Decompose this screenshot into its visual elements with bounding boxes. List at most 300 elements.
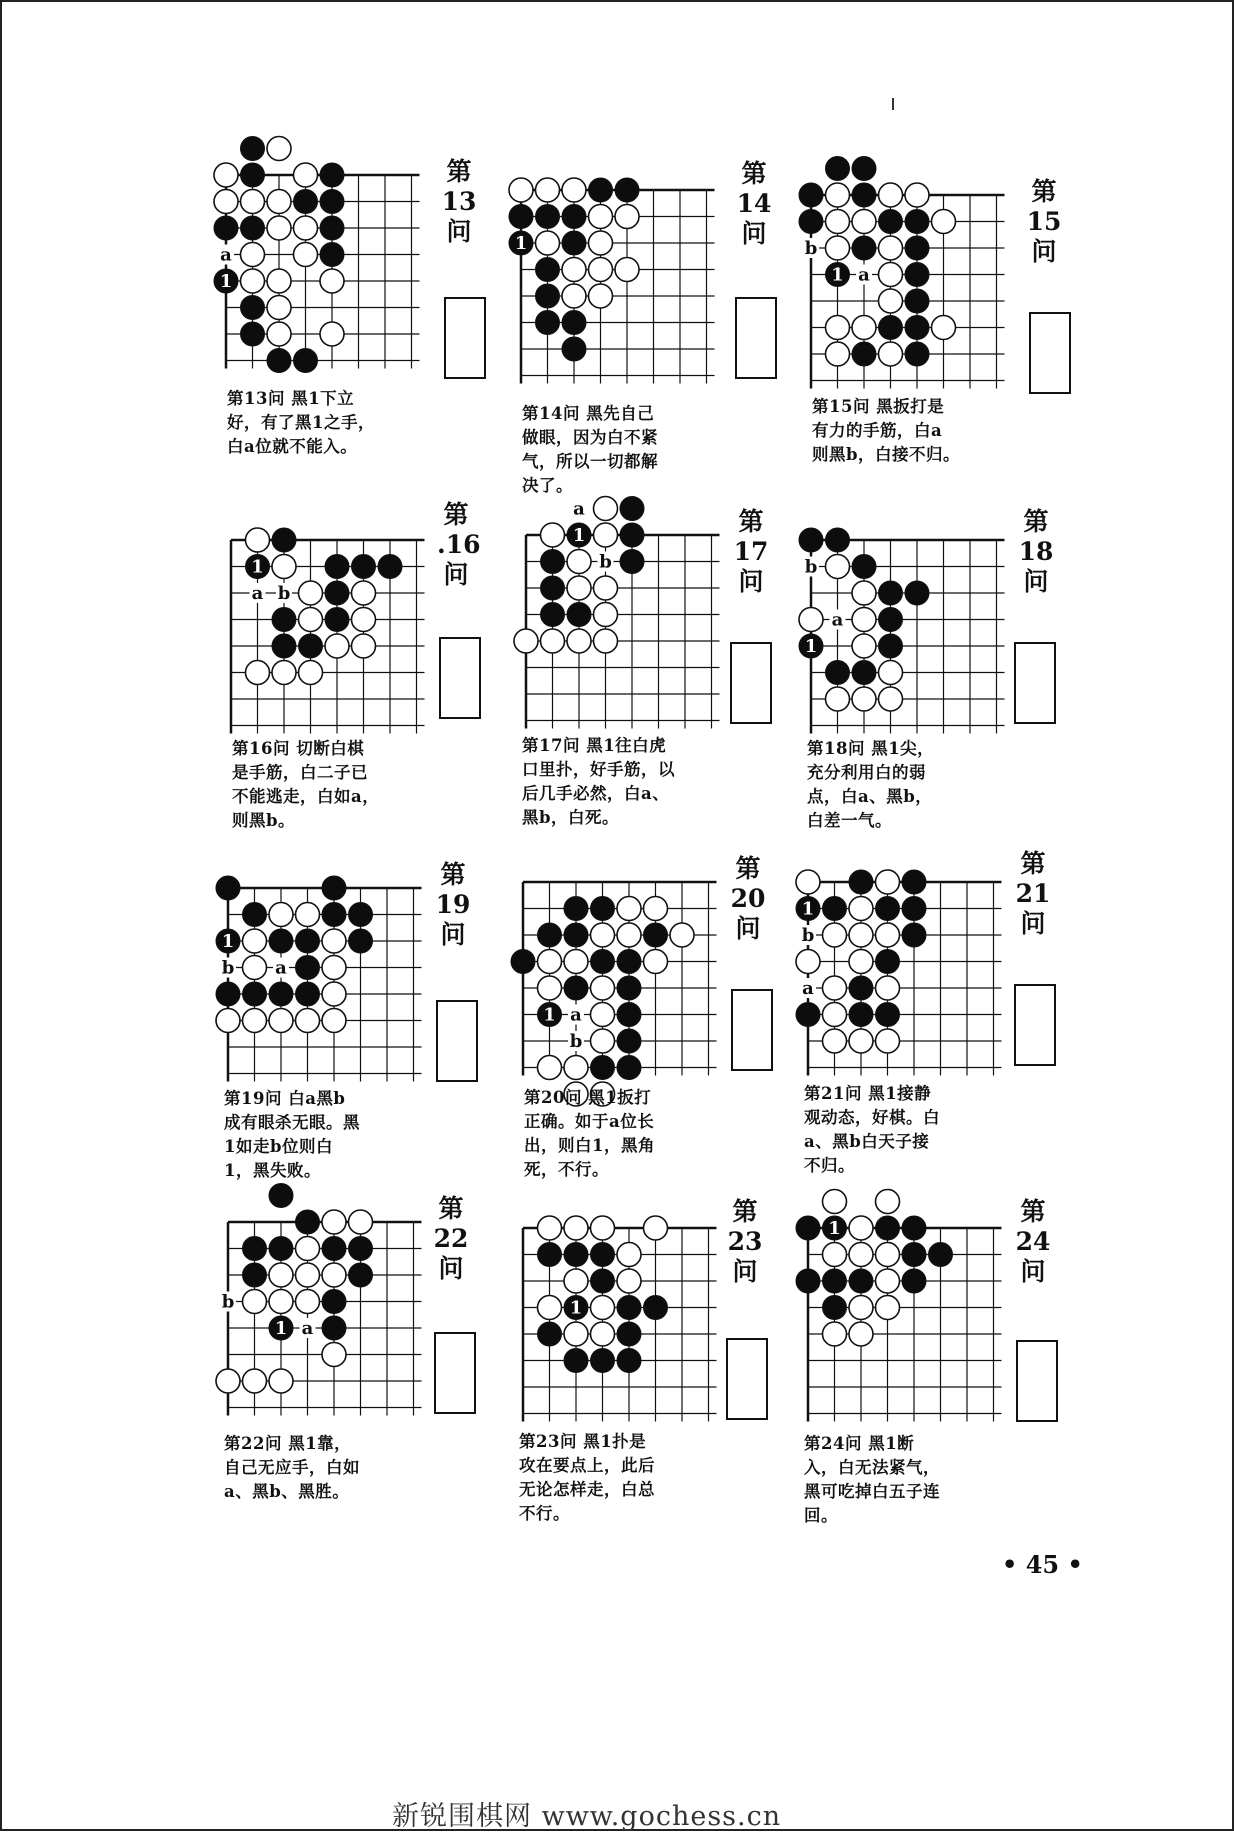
black-stone: [243, 982, 267, 1006]
black-stone: [905, 289, 929, 313]
black-stone: [536, 311, 560, 335]
white-stone: [594, 576, 618, 600]
black-stone: [620, 523, 644, 547]
white-stone: [876, 1243, 900, 1267]
stone-label: a: [275, 957, 287, 979]
black-stone: [325, 555, 349, 579]
black-stone: [823, 1296, 847, 1320]
black-stone: [241, 163, 265, 187]
stone-label: 1: [221, 931, 235, 952]
white-stone: [564, 1056, 588, 1080]
go-board-20: [519, 854, 719, 1094]
black-stone: [269, 982, 293, 1006]
black-stone: [243, 1237, 267, 1261]
stone-label: a: [251, 583, 264, 604]
problem-21: [801, 849, 1134, 1224]
go-board-16: [227, 512, 427, 752]
black-stone: [349, 1237, 373, 1261]
white-stone: [826, 183, 850, 207]
answer-box-17: [730, 642, 772, 724]
answer-box-13: [444, 297, 486, 379]
white-stone: [617, 1269, 641, 1293]
black-stone: [826, 661, 850, 685]
stone-label: 1: [569, 1297, 583, 1319]
problem-15: [804, 167, 1137, 537]
white-stone: [849, 1296, 873, 1320]
problem-title-19: 第 19 问: [435, 860, 471, 949]
white-stone: [243, 929, 267, 953]
black-stone: [849, 976, 873, 1000]
white-stone: [594, 523, 618, 547]
black-stone: [591, 950, 615, 974]
white-stone: [823, 1190, 847, 1214]
black-stone: [296, 956, 320, 980]
black-stone: [852, 555, 876, 579]
black-stone: [849, 1003, 873, 1027]
white-stone: [644, 1216, 668, 1240]
problem-14: [514, 159, 847, 532]
black-stone: [617, 976, 641, 1000]
white-stone: [567, 576, 591, 600]
black-stone: [591, 1056, 615, 1080]
white-stone: [241, 243, 265, 267]
black-stone: [617, 1056, 641, 1080]
stone-label: a: [570, 1004, 582, 1026]
white-stone: [349, 1210, 373, 1234]
black-stone: [538, 923, 562, 947]
black-stone: [325, 608, 349, 632]
go-board-21: [801, 854, 1004, 1094]
answer-box-22: [434, 1332, 476, 1414]
white-stone: [214, 190, 238, 214]
black-stone: [644, 1296, 668, 1320]
black-stone: [272, 528, 296, 552]
stone-label: b: [277, 583, 291, 604]
black-stone: [849, 1269, 873, 1293]
white-stone: [849, 1029, 873, 1053]
black-stone: [294, 190, 318, 214]
white-stone: [322, 929, 346, 953]
black-stone: [876, 897, 900, 921]
stone-label: b: [804, 556, 818, 578]
problem-caption-13: 第13问 黑1下立 好，有了黑1之手， 白a位就不能入。: [227, 389, 375, 456]
white-stone: [879, 236, 903, 260]
problem-16: [227, 500, 557, 882]
white-stone: [294, 216, 318, 240]
stone-label: a: [802, 978, 814, 999]
white-stone: [932, 210, 956, 234]
white-stone: [325, 634, 349, 658]
white-stone: [826, 316, 850, 340]
white-stone: [267, 137, 291, 161]
white-stone: [826, 555, 850, 579]
black-stone: [852, 661, 876, 685]
white-stone: [617, 923, 641, 947]
stone-label: b: [569, 1031, 583, 1052]
problem-title-20: 第 20 问: [730, 854, 766, 943]
problem-18: [804, 507, 1137, 882]
white-stone: [322, 1343, 346, 1367]
white-stone: [269, 1290, 293, 1314]
white-stone: [826, 687, 850, 711]
black-stone: [216, 876, 240, 900]
black-stone: [322, 1290, 346, 1314]
white-stone: [241, 190, 265, 214]
problem-22: [221, 1194, 554, 1564]
white-stone: [296, 1263, 320, 1287]
white-stone: [876, 1269, 900, 1293]
white-stone: [591, 1322, 615, 1346]
black-stone: [567, 603, 591, 627]
black-stone: [564, 923, 588, 947]
white-stone: [849, 1322, 873, 1346]
black-stone: [541, 576, 565, 600]
white-stone: [591, 1216, 615, 1240]
black-stone: [536, 258, 560, 282]
black-stone: [243, 1263, 267, 1287]
stone-label: a: [301, 1318, 314, 1339]
white-stone: [352, 608, 376, 632]
white-stone: [826, 236, 850, 260]
black-stone: [617, 1296, 641, 1320]
black-stone: [241, 296, 265, 320]
white-stone: [538, 950, 562, 974]
black-stone: [269, 1184, 293, 1208]
white-stone: [615, 258, 639, 282]
watermark: 新锐围棋网 www.gochess.cn: [392, 1801, 782, 1832]
white-stone: [536, 178, 560, 202]
white-stone: [670, 923, 694, 947]
white-stone: [296, 1237, 320, 1261]
stone-label: 1: [274, 1318, 288, 1339]
black-stone: [267, 349, 291, 373]
white-stone: [299, 581, 323, 605]
white-stone: [591, 1029, 615, 1053]
white-stone: [796, 870, 820, 894]
white-stone: [246, 661, 270, 685]
white-stone: [594, 629, 618, 653]
white-stone: [644, 950, 668, 974]
stone-label: b: [221, 1291, 235, 1313]
white-stone: [644, 897, 668, 921]
black-stone: [644, 923, 668, 947]
stone-label: 1: [514, 233, 528, 254]
black-stone: [349, 1263, 373, 1287]
white-stone: [541, 523, 565, 547]
white-stone: [879, 687, 903, 711]
white-stone: [852, 210, 876, 234]
problem-title-24: 第 24 问: [1015, 1197, 1051, 1286]
white-stone: [876, 976, 900, 1000]
black-stone: [536, 205, 560, 229]
black-stone: [591, 897, 615, 921]
problem-caption-17: 第17问 黑1往白虎 口里扑，好手筋，以 后几手必然，白a、 黑b，白死。: [522, 736, 675, 827]
white-stone: [294, 243, 318, 267]
black-stone: [322, 1237, 346, 1261]
answer-box-24: [1016, 1340, 1058, 1422]
black-stone: [902, 1243, 926, 1267]
stone-label: b: [221, 957, 235, 979]
white-stone: [243, 956, 267, 980]
problem-caption-22: 第22问 黑1靠， 自己无应手，白如 a、黑b、黑胜。: [224, 1434, 360, 1501]
white-stone: [272, 555, 296, 579]
black-stone: [620, 497, 644, 521]
white-stone: [243, 1369, 267, 1393]
white-stone: [296, 1290, 320, 1314]
answer-box-18: [1014, 642, 1056, 724]
black-stone: [564, 1349, 588, 1373]
white-stone: [879, 342, 903, 366]
problem-title-14: 第 14 问: [736, 159, 772, 248]
black-stone: [325, 581, 349, 605]
white-stone: [241, 269, 265, 293]
white-stone: [538, 1216, 562, 1240]
black-stone: [617, 950, 641, 974]
black-stone: [849, 870, 873, 894]
black-stone: [823, 897, 847, 921]
black-stone: [905, 316, 929, 340]
black-stone: [320, 216, 344, 240]
white-stone: [615, 205, 639, 229]
problem-17: [522, 498, 852, 877]
black-stone: [902, 870, 926, 894]
white-stone: [322, 1210, 346, 1234]
white-stone: [296, 1009, 320, 1033]
problem-title-18: 第 18 问: [1018, 507, 1054, 596]
go-board-19: [221, 860, 424, 1100]
stone-label: a: [831, 609, 844, 631]
white-stone: [852, 634, 876, 658]
black-stone: [538, 1322, 562, 1346]
white-stone: [589, 231, 613, 255]
stone-label: 1: [801, 898, 815, 920]
white-stone: [849, 897, 873, 921]
white-stone: [216, 1009, 240, 1033]
black-stone: [799, 210, 823, 234]
white-stone: [320, 269, 344, 293]
stone-label: a: [858, 264, 870, 286]
black-stone: [852, 236, 876, 260]
answer-box-15: [1029, 312, 1071, 394]
black-stone: [322, 876, 346, 900]
white-stone: [541, 629, 565, 653]
white-stone: [296, 903, 320, 927]
stone-label: 1: [828, 1218, 841, 1239]
black-stone: [541, 603, 565, 627]
problem-caption-16: 第16问 切断白棋 是手筋，白二子已 不能逃走，白如a， 则黑b。: [232, 739, 380, 830]
problem-caption-14: 第14问 黑先自己 做眼，因为白不紧 气，所以一切都解 决了。: [522, 404, 658, 495]
white-stone: [823, 1243, 847, 1267]
black-stone: [929, 1243, 953, 1267]
black-stone: [536, 284, 560, 308]
stone-label: 1: [219, 271, 233, 292]
black-stone: [615, 178, 639, 202]
problem-title-13: 第 13 问: [441, 157, 477, 246]
white-stone: [849, 950, 873, 974]
black-stone: [216, 982, 240, 1006]
white-stone: [879, 289, 903, 313]
black-stone: [214, 216, 238, 240]
stone-label: 1: [831, 264, 844, 286]
black-stone: [879, 581, 903, 605]
white-stone: [594, 497, 618, 521]
problem-title-23: 第 23 问: [727, 1197, 763, 1286]
white-stone: [589, 258, 613, 282]
white-stone: [617, 897, 641, 921]
black-stone: [243, 903, 267, 927]
go-board-18: [804, 512, 1007, 752]
problem-title-15: 第 15 问: [1026, 177, 1062, 266]
problem-caption-18: 第18问 黑1尖， 充分利用白的弱 点，白a、黑b， 白差一气。: [807, 739, 935, 830]
white-stone: [591, 1296, 615, 1320]
black-stone: [902, 897, 926, 921]
white-stone: [905, 183, 929, 207]
white-stone: [594, 603, 618, 627]
black-stone: [905, 210, 929, 234]
white-stone: [514, 629, 538, 653]
black-stone: [879, 210, 903, 234]
black-stone: [876, 1216, 900, 1240]
black-stone: [905, 263, 929, 287]
white-stone: [352, 634, 376, 658]
go-board-22: [221, 1194, 424, 1434]
white-stone: [294, 163, 318, 187]
white-stone: [246, 528, 270, 552]
black-stone: [541, 550, 565, 574]
white-stone: [538, 1296, 562, 1320]
white-stone: [849, 1243, 873, 1267]
white-stone: [591, 1003, 615, 1027]
white-stone: [876, 923, 900, 947]
answer-box-16: [439, 637, 481, 719]
black-stone: [511, 950, 535, 974]
white-stone: [322, 982, 346, 1006]
white-stone: [589, 284, 613, 308]
go-board-23: [519, 1200, 719, 1440]
black-stone: [617, 1349, 641, 1373]
white-stone: [267, 190, 291, 214]
black-stone: [509, 205, 533, 229]
black-stone: [879, 316, 903, 340]
black-stone: [564, 976, 588, 1000]
black-stone: [902, 1269, 926, 1293]
black-stone: [562, 205, 586, 229]
white-stone: [567, 629, 591, 653]
white-stone: [564, 1216, 588, 1240]
white-stone: [272, 661, 296, 685]
problem-caption-19: 第19问 白a黑b 成有眼杀无眼。黑 1如走b位则白 1，黑失败。: [224, 1089, 360, 1180]
white-stone: [799, 608, 823, 632]
answer-box-14: [735, 297, 777, 379]
black-stone: [617, 1322, 641, 1346]
black-stone: [564, 897, 588, 921]
black-stone: [879, 634, 903, 658]
white-stone: [267, 296, 291, 320]
white-stone: [267, 216, 291, 240]
black-stone: [241, 216, 265, 240]
black-stone: [296, 1210, 320, 1234]
white-stone: [562, 258, 586, 282]
white-stone: [216, 1369, 240, 1393]
white-stone: [267, 269, 291, 293]
black-stone: [852, 157, 876, 181]
black-stone: [272, 608, 296, 632]
black-stone: [562, 231, 586, 255]
black-stone: [562, 337, 586, 361]
white-stone: [269, 1263, 293, 1287]
black-stone: [620, 550, 644, 574]
white-stone: [267, 322, 291, 346]
white-stone: [320, 322, 344, 346]
white-stone: [876, 1190, 900, 1214]
white-stone: [269, 1009, 293, 1033]
black-stone: [269, 929, 293, 953]
black-stone: [796, 1003, 820, 1027]
answer-box-19: [436, 1000, 478, 1082]
white-stone: [879, 263, 903, 287]
stone-label: b: [801, 925, 815, 946]
white-stone: [299, 608, 323, 632]
black-stone: [564, 1243, 588, 1267]
black-stone: [799, 528, 823, 552]
white-stone: [352, 581, 376, 605]
white-stone: [823, 1003, 847, 1027]
white-stone: [852, 687, 876, 711]
white-stone: [617, 1243, 641, 1267]
black-stone: [320, 163, 344, 187]
black-stone: [902, 1216, 926, 1240]
problem-title-16: 第 .16 问: [437, 500, 481, 589]
white-stone: [562, 284, 586, 308]
go-board-17: [522, 498, 722, 747]
white-stone: [826, 210, 850, 234]
stone-label: 1: [251, 556, 264, 578]
black-stone: [852, 342, 876, 366]
black-stone: [879, 608, 903, 632]
black-stone: [272, 634, 296, 658]
white-stone: [823, 1029, 847, 1053]
problem-caption-21: 第21问 黑1接静 观动态，好棋。白 a、黑b白天子接 不归。: [804, 1084, 940, 1175]
stone-label: a: [573, 498, 585, 520]
black-stone: [905, 236, 929, 260]
white-stone: [823, 976, 847, 1000]
white-stone: [509, 178, 533, 202]
answer-box-21: [1014, 984, 1056, 1066]
black-stone: [591, 1269, 615, 1293]
problem-title-21: 第 21 问: [1015, 849, 1051, 938]
black-stone: [320, 190, 344, 214]
white-stone: [796, 950, 820, 974]
white-stone: [567, 550, 591, 574]
black-stone: [823, 1269, 847, 1293]
black-stone: [826, 157, 850, 181]
white-stone: [876, 870, 900, 894]
black-stone: [538, 1243, 562, 1267]
black-stone: [591, 1349, 615, 1373]
white-stone: [214, 163, 238, 187]
black-stone: [562, 311, 586, 335]
black-stone: [320, 243, 344, 267]
black-stone: [905, 342, 929, 366]
white-stone: [852, 316, 876, 340]
answer-box-23: [726, 1338, 768, 1420]
go-board-15: [804, 167, 1007, 407]
black-stone: [876, 950, 900, 974]
black-stone: [617, 1029, 641, 1053]
black-stone: [296, 982, 320, 1006]
white-stone: [852, 608, 876, 632]
black-stone: [349, 903, 373, 927]
